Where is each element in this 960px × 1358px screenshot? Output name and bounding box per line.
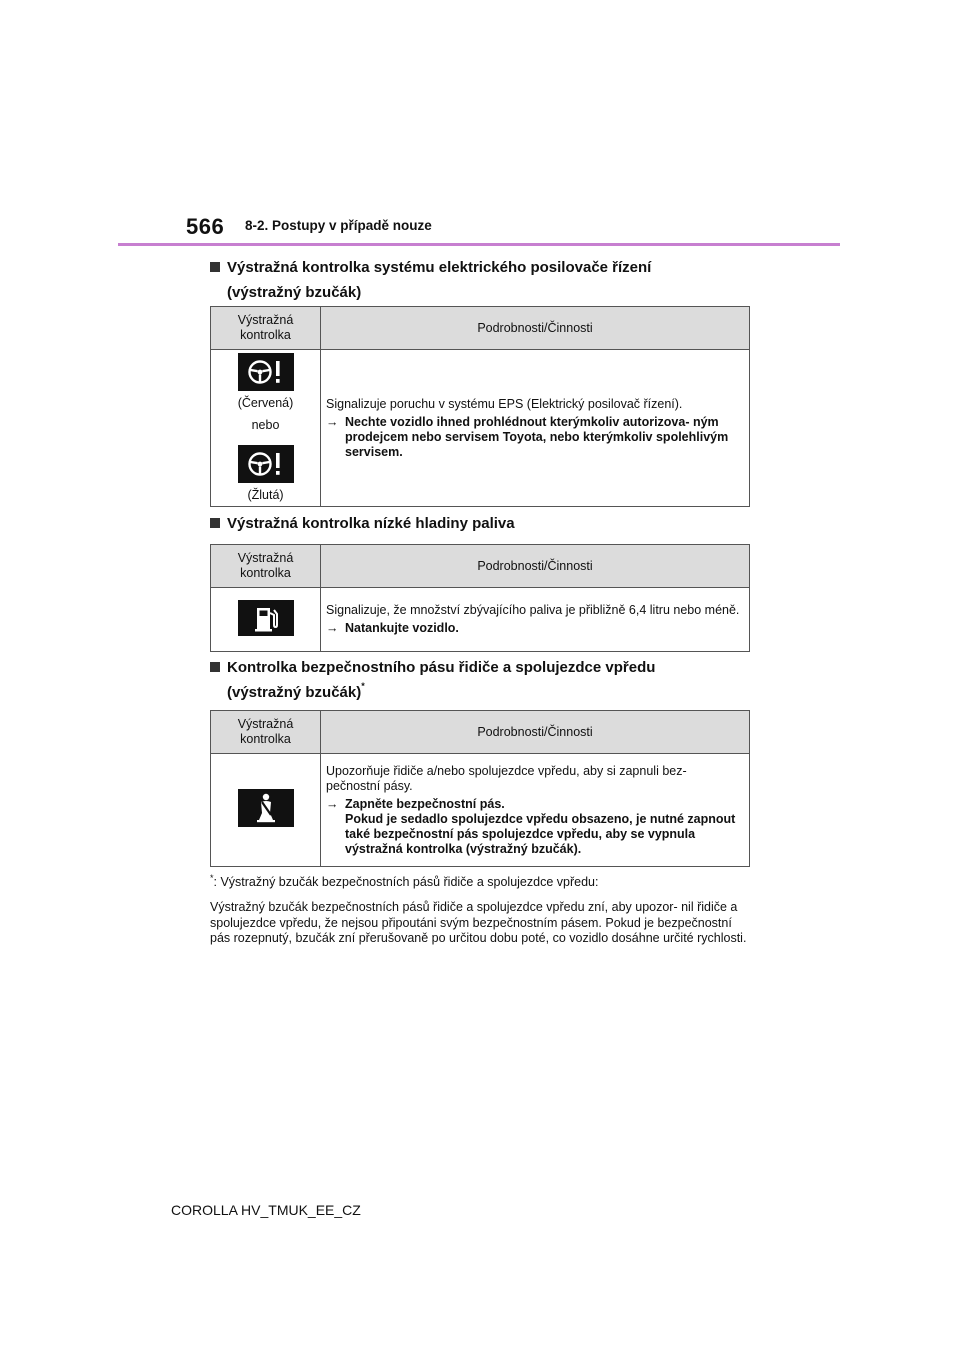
arrow-icon: →	[326, 414, 339, 429]
heading-eps-line2: (výstražný bzučák)	[227, 284, 362, 301]
seatbelt-description: Upozorňuje řidiče a/nebo spolujezdce vpředu, aby si zapnuli bez- pečnostní pásy.	[326, 763, 687, 793]
footnote-reference: *: Výstražný bzučák bezpečnostních pásů řidiče a spolujezdce vpředu:	[210, 873, 599, 889]
fuel-details-cell	[321, 588, 750, 652]
heading-square-marker	[210, 518, 220, 528]
icon-red-caption: (Červená)	[237, 396, 294, 410]
arrow-icon: →	[326, 796, 339, 811]
heading-square-marker	[210, 262, 220, 272]
footer-model-code: COROLLA HV_TMUK_EE_CZ	[171, 1202, 361, 1218]
eps-details-cell	[321, 350, 750, 507]
or-text: nebo	[251, 418, 280, 432]
heading-square-marker	[210, 662, 220, 672]
table-header-row	[211, 545, 750, 588]
eps-action: → Nechte vozidlo ihned prohlédnout kterýmkoliv autorizova- ným prodejcem nebo servisem Toyota, nebo kterýmkoliv spolehlivým servisem.	[326, 414, 729, 459]
icon-yellow-caption: (Žlutá)	[247, 488, 284, 502]
seatbelt-icon-cell	[211, 754, 321, 867]
table-row	[211, 754, 750, 867]
section-heading-seatbelt	[210, 655, 655, 705]
footnote-marker: *	[361, 681, 365, 691]
footnote-body: Výstražný bzučák bezpečnostních pásů řidiče a spolujezdce vpředu zní, aby upozor- nil řidiče a spolujezdce vpředu, že nejsou připoutáni svým bezpečnostním pásem. Pokud je bezpečnostní pás rozepnutý, bzučák zní přerušovaně po určitou dobu poté, co vozidlo dosáhne určité rychlosti.	[210, 900, 747, 945]
steering-warning-icon-yellow	[238, 445, 294, 483]
column-header-details: Podrobnosti/Činnosti	[321, 307, 750, 350]
column-header-details: Podrobnosti/Činnosti	[321, 545, 750, 588]
fuel-description: Signalizuje, že množství zbývajícího paliva je přibližně 6,4 litru nebo méně.	[326, 603, 740, 617]
eps-icon-cell	[211, 350, 321, 507]
heading-seatbelt-line1: Kontrolka bezpečnostního pásu řidiče a spolujezdce vpředu	[227, 659, 656, 676]
section-heading-fuel	[210, 511, 515, 536]
column-header-details: Podrobnosti/Činnosti	[321, 711, 750, 754]
seatbelt-details-cell	[321, 754, 750, 867]
heading-fuel: Výstražná kontrolka nízké hladiny paliva	[227, 515, 515, 532]
fuel-pump-icon	[238, 600, 294, 636]
header-rule	[118, 243, 840, 246]
seatbelt-reminder-icon	[238, 789, 294, 827]
fuel-icon-cell	[211, 588, 321, 652]
page-number: 566	[186, 214, 225, 239]
table-header-row	[211, 307, 750, 350]
fuel-action: → Natankujte vozidlo.	[326, 621, 459, 635]
seatbelt-action: → Zapněte bezpečnostní pás. Pokud je sedadlo spolujezdce vpředu obsazeno, je nutné zapnout také bezpečnostní pás spolujezdce vpředu, aby se vypnula výstražná kontrolka (výstražný bzučák).	[326, 796, 736, 856]
section-heading-eps	[210, 255, 651, 305]
table-row	[211, 350, 750, 507]
column-header-lamp: Výstražná kontrolka	[211, 307, 321, 350]
heading-eps-line1: Výstražná kontrolka systému elektrického posilovače řízení	[227, 259, 652, 276]
heading-seatbelt-line2: (výstražný bzučák)*	[227, 681, 365, 701]
arrow-icon: →	[326, 621, 339, 635]
column-header-lamp: Výstražná kontrolka	[211, 711, 321, 754]
table-row	[211, 588, 750, 652]
chapter-title: 8-2. Postupy v případě nouze	[245, 218, 432, 233]
footnote-marker: *	[210, 873, 214, 883]
seatbelt-warning-table	[210, 710, 750, 867]
column-header-lamp: Výstražná kontrolka	[211, 545, 321, 588]
steering-warning-icon-red	[238, 353, 294, 391]
table-header-row	[211, 711, 750, 754]
eps-warning-table	[210, 306, 750, 507]
eps-description: Signalizuje poruchu v systému EPS (Elektrický posilovač řízení).	[326, 396, 683, 411]
fuel-warning-table	[210, 544, 750, 652]
